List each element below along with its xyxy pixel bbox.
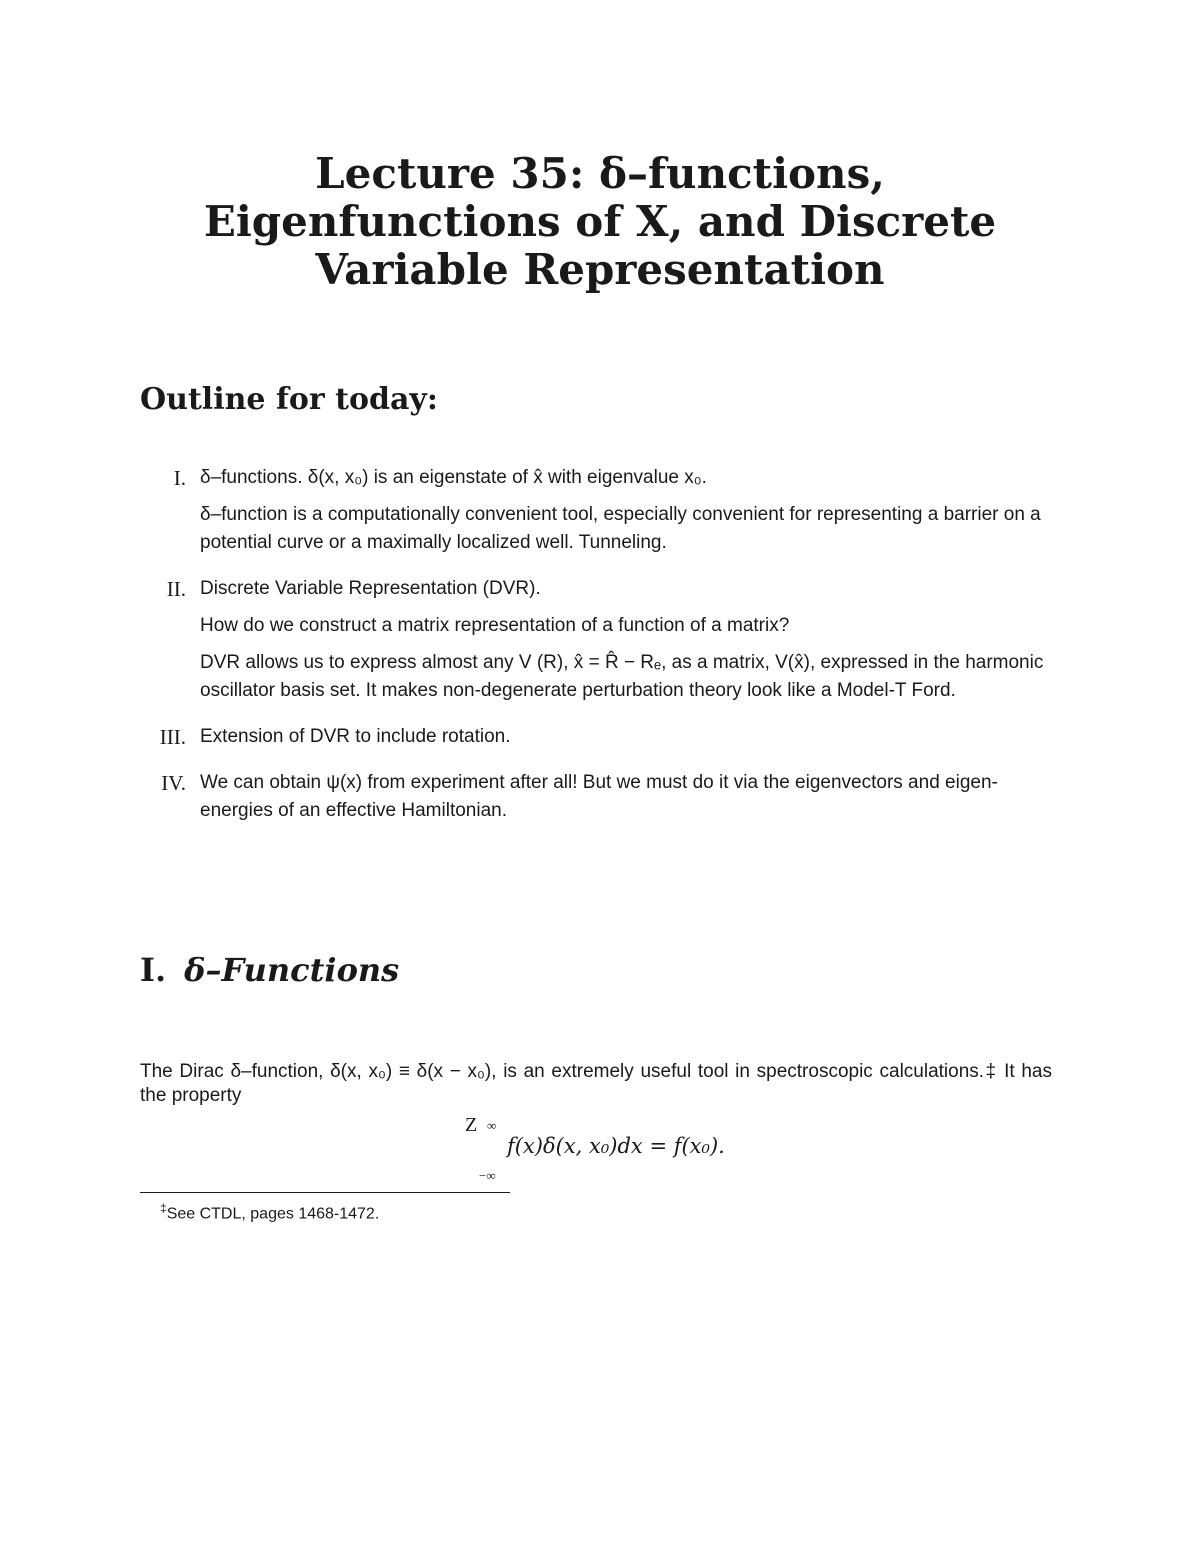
- footnote-divider: [140, 1192, 510, 1193]
- lecture-title: [100, 150, 1100, 294]
- section-heading: [140, 948, 399, 992]
- outline-numeral: I.: [173, 466, 186, 490]
- outline-numeral: II.: [166, 577, 186, 601]
- outline-paragraph: We can obtain ψ(x) from experiment after all! But we must do it via the eigenvectors and eigen-energies of an effective Hamiltonian.: [200, 772, 998, 821]
- integral-expression: f(x)δ(x, x₀)dx = f(x₀).: [507, 1134, 725, 1158]
- footnote-text: See CTDL, pages 1468-1472.: [166, 1205, 380, 1223]
- integral-upper-limit: ∞: [487, 1118, 497, 1133]
- outline-paragraph: Extension of DVR to include rotation.: [200, 726, 511, 747]
- title-line-1: Lecture 35: δ–functions,: [315, 149, 885, 198]
- outline-paragraph: Discrete Variable Representation (DVR).: [200, 578, 541, 599]
- outline-item-1: [140, 464, 1065, 557]
- outline-item-4: [140, 769, 1065, 825]
- outline-heading: Outline for today:: [140, 382, 438, 417]
- outline-paragraph: How do we construct a matrix representation of a function of a matrix?: [200, 615, 790, 636]
- title-line-3: Variable Representation: [315, 245, 885, 294]
- title-line-2: Eigenfunctions of X, and Discrete: [203, 197, 997, 246]
- footnote: [160, 1197, 379, 1225]
- outline-paragraph: δ–functions. δ(x, x₀) is an eigenstate of x̂ with eigenvalue x₀.: [200, 467, 707, 488]
- outline-numeral: IV.: [161, 771, 186, 795]
- outline-list: [140, 464, 1065, 843]
- outline-paragraph: δ–function is a computationally convenient tool, especially convenient for representing a barrier on a potential curve or a maximally localized well. Tunneling.: [200, 504, 1041, 553]
- body-paragraph: The Dirac δ–function, δ(x, x₀) ≡ δ(x − x₀), is an extremely useful tool in spectroscopic calculations.‡ It has the property: [140, 1061, 1052, 1106]
- footnote-marker: ‡: [160, 1201, 167, 1215]
- section-title: δ–Functions: [184, 951, 400, 989]
- outline-item-2: [140, 575, 1065, 705]
- outline-numeral: III.: [159, 725, 186, 749]
- integral-equation: [465, 1112, 785, 1192]
- integral-sign: Z: [465, 1114, 478, 1136]
- outline-paragraph: DVR allows us to express almost any V (R), x̂ = R̂ − Rₑ, as a matrix, V(x̂), expressed in the harmonic oscillator basis set. It makes non-degenerate perturbation theory look like a Model-T Ford.: [200, 652, 1044, 701]
- section-numeral: I.: [140, 951, 167, 989]
- outline-item-3: [140, 723, 1065, 751]
- integral-lower-limit: −∞: [479, 1168, 496, 1183]
